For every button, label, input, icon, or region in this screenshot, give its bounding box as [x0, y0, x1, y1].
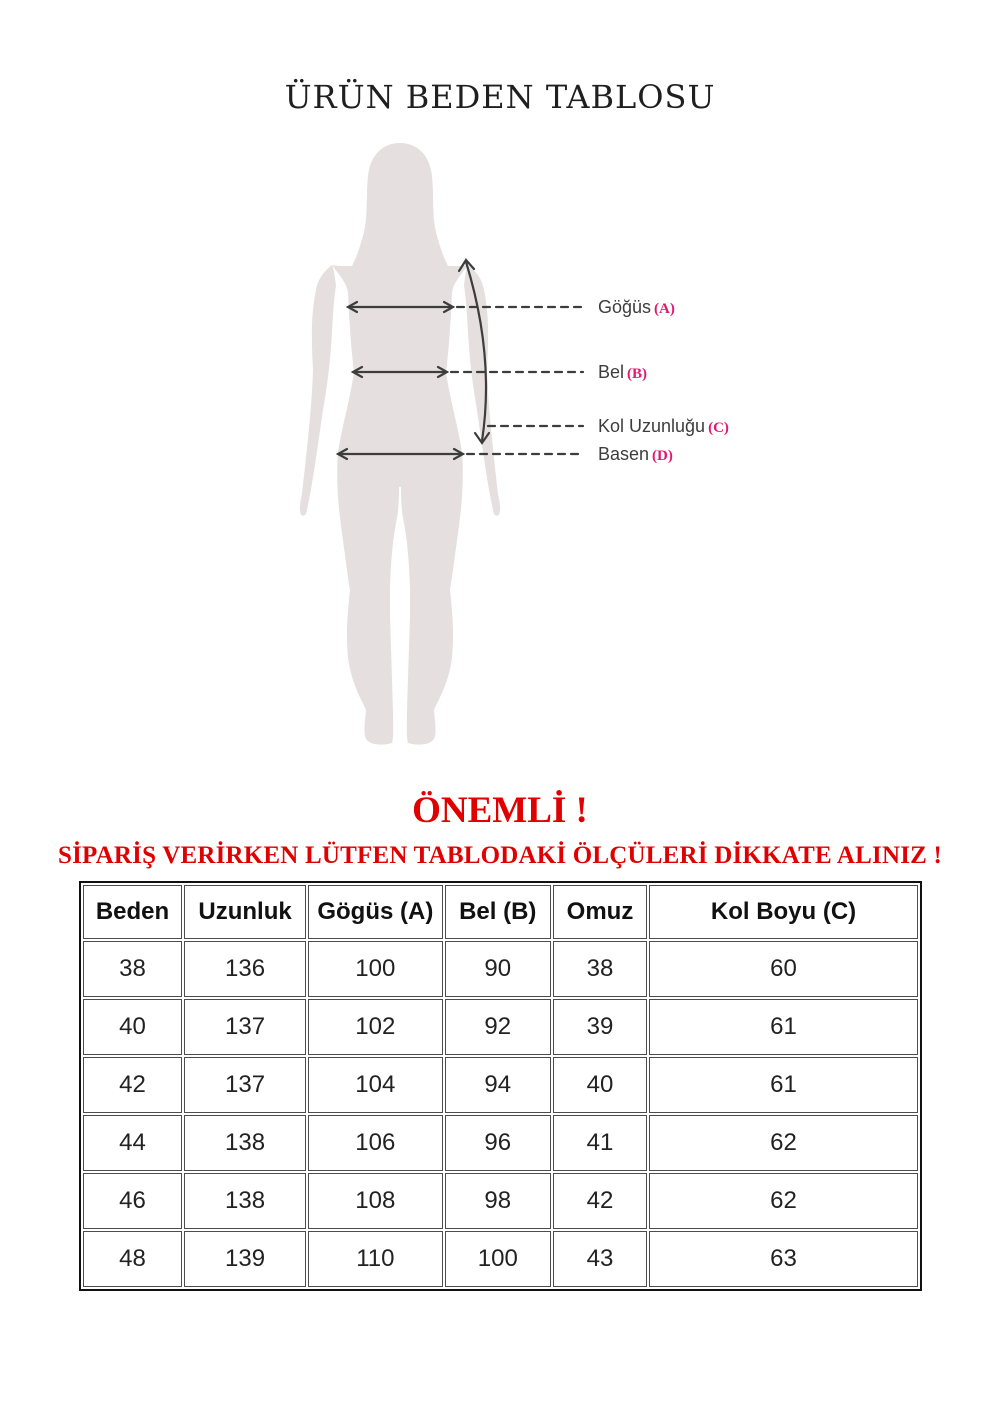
- label-hip-letter: (D): [652, 448, 673, 464]
- table-cell: 139: [184, 1231, 306, 1287]
- table-cell: 38: [553, 941, 647, 997]
- table-cell: 106: [308, 1115, 442, 1171]
- table-cell: 42: [83, 1057, 182, 1113]
- table-cell: 40: [83, 999, 182, 1055]
- label-arm-length: [598, 416, 729, 437]
- table-cell: 61: [649, 1057, 918, 1113]
- table-cell: 92: [445, 999, 551, 1055]
- label-chest-text: Göğüs: [598, 297, 652, 317]
- table-cell: 61: [649, 999, 918, 1055]
- table-cell: 90: [445, 941, 551, 997]
- silhouette-head: [352, 143, 448, 275]
- table-cell: 41: [553, 1115, 647, 1171]
- label-chest: [598, 297, 675, 318]
- table-cell: 138: [184, 1173, 306, 1229]
- size-table-body: [83, 941, 918, 1287]
- table-cell: 43: [553, 1231, 647, 1287]
- column-header: Gögüs (A): [308, 885, 442, 939]
- table-cell: 98: [445, 1173, 551, 1229]
- column-header: Beden: [83, 885, 182, 939]
- table-cell: 137: [184, 999, 306, 1055]
- column-header: Kol Boyu (C): [649, 885, 918, 939]
- table-cell: 40: [553, 1057, 647, 1113]
- column-header: Bel (B): [445, 885, 551, 939]
- page-title: ÜRÜN BEDEN TABLOSU: [284, 78, 716, 116]
- body-silhouette-diagram: [280, 138, 620, 756]
- table-cell: 46: [83, 1173, 182, 1229]
- table-row: [83, 1173, 918, 1229]
- silhouette-right-arm: [464, 265, 500, 516]
- table-cell: 42: [553, 1173, 647, 1229]
- table-cell: 108: [308, 1173, 442, 1229]
- label-waist: [598, 362, 647, 383]
- table-cell: 136: [184, 941, 306, 997]
- table-cell: 138: [184, 1115, 306, 1171]
- size-table: [79, 881, 922, 1291]
- table-cell: 110: [308, 1231, 442, 1287]
- important-subheading: SİPARİŞ VERİRKEN LÜTFEN TABLODAKİ ÖLÇÜLERİ DİKKATE ALINIZ !: [58, 842, 942, 869]
- table-cell: 44: [83, 1115, 182, 1171]
- table-cell: 100: [308, 941, 442, 997]
- table-cell: 63: [649, 1231, 918, 1287]
- table-row: [83, 1057, 918, 1113]
- label-hip-text: Basen: [598, 444, 650, 464]
- label-waist-text: Bel: [598, 362, 625, 382]
- important-heading: ÖNEMLİ !: [412, 790, 588, 831]
- table-cell: 62: [649, 1173, 918, 1229]
- table-row: [83, 1231, 918, 1287]
- table-row: [83, 1115, 918, 1171]
- table-cell: 38: [83, 941, 182, 997]
- table-cell: 62: [649, 1115, 918, 1171]
- table-cell: 60: [649, 941, 918, 997]
- label-chest-letter: (A): [654, 301, 675, 317]
- label-hip: [598, 444, 673, 465]
- label-arm-length-text: Kol Uzunluğu: [598, 416, 706, 436]
- table-cell: 39: [553, 999, 647, 1055]
- table-cell: 102: [308, 999, 442, 1055]
- table-row: [83, 999, 918, 1055]
- silhouette-left-arm: [300, 265, 336, 516]
- size-table-header-row: [83, 885, 918, 939]
- table-cell: 94: [445, 1057, 551, 1113]
- column-header: Uzunluk: [184, 885, 306, 939]
- column-header: Omuz: [553, 885, 647, 939]
- label-waist-letter: (B): [627, 366, 648, 382]
- label-arm-length-letter: (C): [708, 420, 729, 436]
- table-cell: 96: [445, 1115, 551, 1171]
- table-cell: 137: [184, 1057, 306, 1113]
- table-cell: 104: [308, 1057, 442, 1113]
- table-cell: 100: [445, 1231, 551, 1287]
- table-row: [83, 941, 918, 997]
- table-cell: 48: [83, 1231, 182, 1287]
